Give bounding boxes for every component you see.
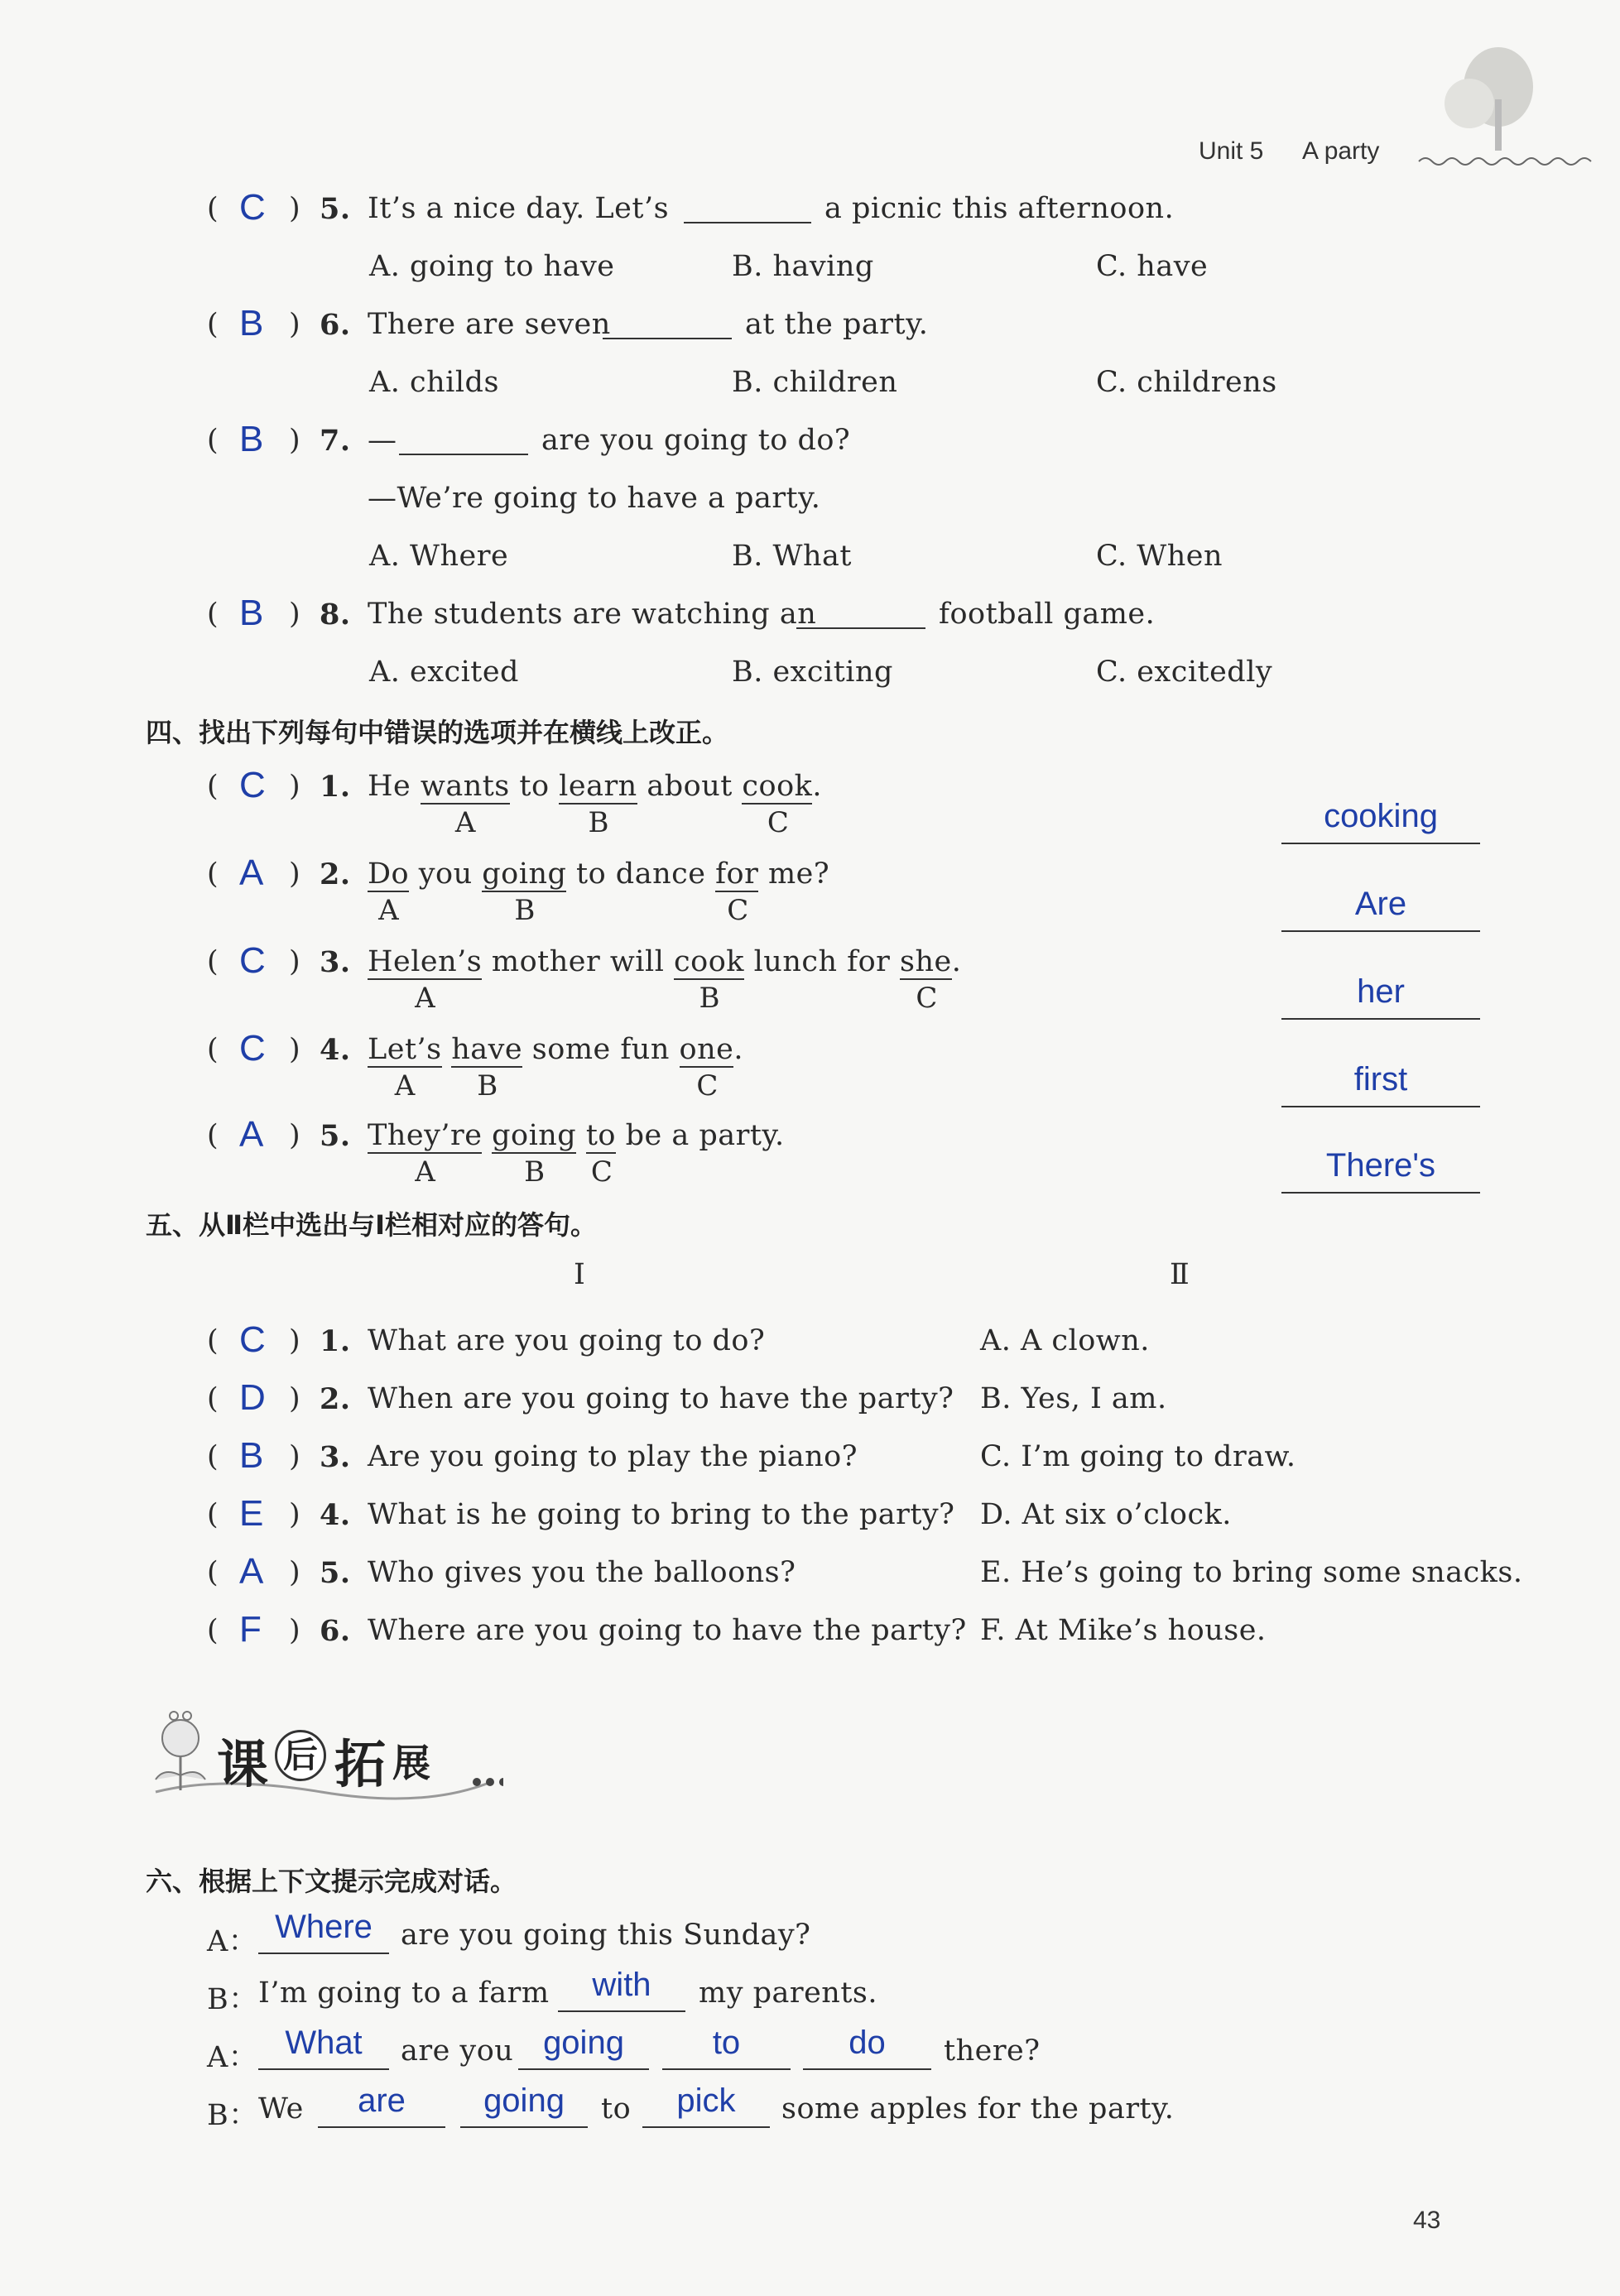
- underlined-option: Let’s: [368, 1033, 442, 1066]
- correction-blank[interactable]: [1281, 843, 1480, 844]
- tree-icon: [1424, 41, 1548, 157]
- dialog-4-answer-2: going: [483, 2082, 565, 2119]
- correction-blank[interactable]: [1281, 1018, 1480, 1020]
- section-4-title: 四、找出下列每句中错误的选项并在横线上改正。: [146, 717, 729, 748]
- option-b: B. children: [732, 366, 898, 399]
- question-number: 7.: [320, 424, 351, 458]
- question-text-pre: It’s a nice day. Let’s: [368, 192, 670, 225]
- answer-letter: C: [239, 187, 266, 228]
- question-line-2: —We’re going to have a party.: [368, 482, 821, 515]
- question-text-post: a picnic this afternoon.: [824, 192, 1175, 225]
- question-number: 5.: [320, 1119, 351, 1153]
- question-number: 1.: [320, 1324, 351, 1358]
- banner-char-4: 展: [392, 1741, 430, 1785]
- question-text-pre: —: [368, 424, 397, 457]
- dialog-1-speaker: A：: [207, 1925, 258, 1958]
- sentence-text: He: [368, 770, 421, 803]
- paren-close: ): [289, 1119, 300, 1152]
- answer-letter: C: [239, 1319, 266, 1360]
- answer-letter: A: [239, 853, 264, 893]
- option-letter-a: A: [454, 806, 476, 839]
- dialog-2-speaker: B：: [207, 1983, 258, 2016]
- paren-close: ): [289, 770, 300, 803]
- paren-open: (: [207, 598, 219, 631]
- answer-letter: B: [239, 593, 264, 633]
- sentence: [368, 857, 829, 891]
- option-letter-c: C: [696, 1069, 719, 1102]
- option-b: B. exciting: [732, 656, 893, 689]
- paren-close: ): [289, 1614, 300, 1647]
- dialog-4-answer-3: pick: [676, 2082, 736, 2119]
- sentence-text: you: [409, 857, 483, 891]
- dialog-2-blank[interactable]: [558, 2010, 685, 2012]
- answer-letter: E: [239, 1493, 264, 1534]
- option-letter-c: C: [916, 982, 938, 1015]
- dialog-3-blank-4[interactable]: [803, 2068, 931, 2070]
- option-a: A. Where: [369, 540, 509, 573]
- sentence-text: .: [951, 945, 962, 978]
- page-number: 43: [1413, 2207, 1441, 2234]
- answer-letter: D: [239, 1377, 266, 1418]
- answer-option: F. At Mike’s house.: [980, 1614, 1267, 1647]
- dialog-3-answer-1: What: [285, 2025, 363, 2061]
- correction-blank[interactable]: [1281, 930, 1480, 932]
- question-number: 6.: [320, 1614, 351, 1648]
- question-number: 2.: [320, 1382, 351, 1416]
- dialog-1-answer: Where: [275, 1909, 373, 1945]
- dialog-2-text-pre: I’m going to a farm: [258, 1977, 550, 2010]
- dialog-2-answer: with: [592, 1967, 651, 2003]
- dialog-3-answer-2: going: [543, 2025, 624, 2061]
- underlined-option: Do: [368, 857, 410, 891]
- sentence-text: lunch for: [743, 945, 901, 978]
- question-number: 5.: [320, 192, 351, 226]
- question-text: Where are you going to have the party?: [368, 1614, 967, 1647]
- paren-close: ): [289, 857, 300, 891]
- answer-blank[interactable]: [684, 222, 811, 223]
- underlined-option: They’re: [368, 1119, 483, 1152]
- question-number: 2.: [320, 857, 351, 891]
- underlined-option: Helen’s: [368, 945, 483, 978]
- section-6-title: 六、根据上下文提示完成对话。: [146, 1866, 517, 1897]
- underlined-option: going: [492, 1119, 577, 1152]
- option-a: A. childs: [369, 366, 499, 399]
- paren-close: ): [289, 1556, 300, 1589]
- option-c: C. When: [1096, 540, 1223, 573]
- answer-option: A. A clown.: [980, 1324, 1150, 1357]
- question-number: 5.: [320, 1556, 351, 1590]
- correction-blank[interactable]: [1281, 1106, 1480, 1107]
- question-text-pre: The students are watching an: [368, 598, 817, 631]
- option-a: A. going to have: [369, 250, 615, 283]
- paren-open: (: [207, 770, 219, 803]
- sentence-text: mother will: [482, 945, 675, 978]
- sentence-text: [576, 1119, 586, 1152]
- paren-close: ): [289, 1033, 300, 1066]
- sentence-text: .: [812, 770, 823, 803]
- banner-char-3: 拓: [334, 1734, 387, 1794]
- answer-blank[interactable]: [796, 627, 925, 629]
- question-number: 4.: [320, 1498, 351, 1532]
- option-letter-a: A: [394, 1069, 416, 1102]
- correction-answer: first: [1353, 1061, 1408, 1098]
- option-b: B. What: [732, 540, 852, 573]
- answer-letter: C: [239, 1028, 266, 1069]
- option-b: B. having: [732, 250, 874, 283]
- option-letter-b: B: [588, 806, 609, 839]
- paren-close: ): [289, 424, 300, 457]
- underlined-option: one: [679, 1033, 734, 1066]
- underlined-option: she: [900, 945, 952, 978]
- paren-open: (: [207, 1119, 219, 1152]
- answer-option: D. At six o’clock.: [980, 1498, 1232, 1531]
- option-a: A. excited: [369, 656, 519, 689]
- underlined-option: wants: [420, 770, 510, 803]
- banner-char-2: 后: [275, 1730, 326, 1781]
- option-letter-c: C: [727, 894, 749, 927]
- correction-answer: her: [1357, 973, 1405, 1010]
- option-letter-b: B: [699, 982, 720, 1015]
- question-text: When are you going to have the party?: [368, 1382, 954, 1415]
- dialog-1-blank[interactable]: [258, 1953, 389, 1954]
- paren-open: (: [207, 945, 219, 978]
- paren-open: (: [207, 1382, 219, 1415]
- dialog-4-answer-1: are: [358, 2082, 406, 2119]
- paren-open: (: [207, 192, 219, 225]
- sentence-text: [482, 1119, 492, 1152]
- sentence-text: to dance: [566, 857, 716, 891]
- paren-close: ): [289, 192, 300, 225]
- question-number: 3.: [320, 945, 351, 979]
- paren-close: ): [289, 1498, 300, 1531]
- unit-label: Unit 5: [1199, 137, 1264, 165]
- dialog-3-answer-4: do: [848, 2025, 886, 2061]
- underlined-option: cook: [742, 770, 813, 803]
- sentence-text: .: [733, 1033, 743, 1066]
- question-text: Who gives you the balloons?: [368, 1556, 796, 1589]
- paren-close: ): [289, 1440, 300, 1473]
- sentence-text: [442, 1033, 452, 1066]
- sentence: [368, 1033, 743, 1066]
- question-number: 4.: [320, 1033, 351, 1067]
- question-text-post: at the party.: [745, 308, 929, 341]
- sentence-text: me?: [758, 857, 830, 891]
- paren-close: ): [289, 1324, 300, 1357]
- answer-letter: C: [239, 940, 266, 981]
- paren-close: ): [289, 945, 300, 978]
- sentence: [368, 945, 961, 978]
- underlined-option: learn: [559, 770, 637, 803]
- correction-answer: Are: [1354, 886, 1407, 922]
- option-letter-b: B: [514, 894, 536, 927]
- correction-answer: cooking: [1324, 798, 1438, 834]
- paren-open: (: [207, 1614, 219, 1647]
- answer-blank[interactable]: [399, 454, 528, 455]
- correction-answer: There's: [1325, 1147, 1436, 1184]
- answer-letter: F: [239, 1609, 262, 1650]
- answer-letter: A: [239, 1114, 264, 1155]
- banner-char-1: 课: [217, 1734, 269, 1794]
- question-number: 8.: [320, 598, 351, 632]
- option-c: C. childrens: [1096, 366, 1277, 399]
- sentence-text: some fun: [522, 1033, 680, 1066]
- answer-option: B. Yes, I am.: [980, 1382, 1167, 1415]
- option-letter-a: A: [415, 1155, 435, 1189]
- answer-letter: B: [239, 303, 264, 343]
- sentence-text: to: [509, 770, 560, 803]
- dialog-2-text: my parents.: [699, 1977, 877, 2010]
- option-letter-c: C: [767, 806, 789, 839]
- paren-close: ): [289, 1382, 300, 1415]
- dialog-3-text: there?: [944, 2034, 1041, 2068]
- unit-title: A party: [1302, 137, 1380, 165]
- question-text: What is he going to bring to the party?: [368, 1498, 955, 1531]
- underlined-option: to: [585, 1119, 616, 1152]
- paren-open: (: [207, 1324, 219, 1357]
- paren-open: (: [207, 1556, 219, 1589]
- dialog-3-blank-1[interactable]: [258, 2068, 389, 2070]
- question-text-post: are you going to do?: [541, 424, 851, 457]
- paren-open: (: [207, 857, 219, 891]
- paren-open: (: [207, 308, 219, 341]
- option-letter-b: B: [477, 1069, 498, 1102]
- dialog-4-text-mid: to: [601, 2092, 632, 2125]
- dialog-3-text-mid: are you: [401, 2034, 514, 2068]
- section-5-title: 五、从Ⅱ栏中选出与Ⅰ栏相对应的答句。: [146, 1209, 597, 1241]
- correction-blank[interactable]: [1281, 1192, 1480, 1194]
- paren-close: ): [289, 308, 300, 341]
- dialog-4-text: some apples for the party.: [781, 2092, 1175, 2125]
- sentence-text: about: [637, 770, 743, 803]
- dialog-1-text: are you going this Sunday?: [401, 1919, 811, 1952]
- answer-blank[interactable]: [603, 338, 732, 339]
- column-1-heading: Ⅰ: [574, 1258, 586, 1291]
- option-c: C. have: [1096, 250, 1209, 283]
- dialog-3-blank-3[interactable]: [662, 2068, 791, 2070]
- option-letter-a: A: [415, 982, 435, 1015]
- paren-close: ): [289, 598, 300, 631]
- question-number: 1.: [320, 770, 351, 804]
- answer-letter: B: [239, 419, 264, 459]
- option-letter-c: C: [590, 1155, 613, 1189]
- question-text: What are you going to do?: [368, 1324, 766, 1357]
- question-number: 6.: [320, 308, 351, 342]
- dialog-4-blank-2[interactable]: [460, 2126, 588, 2128]
- answer-letter: B: [239, 1435, 264, 1476]
- answer-option: E. He’s going to bring some snacks.: [980, 1556, 1523, 1589]
- paren-open: (: [207, 1440, 219, 1473]
- paren-open: (: [207, 1498, 219, 1531]
- option-c: C. excitedly: [1096, 656, 1273, 689]
- answer-option: C. I’m going to draw.: [980, 1440, 1296, 1473]
- underlined-option: have: [451, 1033, 523, 1066]
- dialog-3-speaker: A：: [207, 2041, 258, 2074]
- dialog-4-blank-3[interactable]: [642, 2126, 770, 2128]
- paren-open: (: [207, 1033, 219, 1066]
- option-letter-a: A: [378, 894, 399, 927]
- question-text: Are you going to play the piano?: [368, 1440, 858, 1473]
- dialog-3-answer-3: to: [712, 2025, 741, 2061]
- answer-letter: A: [239, 1551, 264, 1592]
- sentence-text: be a party.: [616, 1119, 785, 1152]
- paren-open: (: [207, 424, 219, 457]
- sentence: [368, 770, 822, 803]
- question-text-post: football game.: [939, 598, 1156, 631]
- dialog-4-text-pre: We: [258, 2092, 304, 2125]
- underlined-option: for: [715, 857, 759, 891]
- underlined-option: going: [482, 857, 567, 891]
- underlined-option: cook: [674, 945, 744, 978]
- dialog-3-blank-2[interactable]: [518, 2068, 649, 2070]
- column-2-heading: Ⅱ: [1170, 1258, 1190, 1291]
- dialog-4-speaker: B：: [207, 2099, 258, 2132]
- question-number: 3.: [320, 1440, 351, 1474]
- option-letter-b: B: [524, 1155, 546, 1189]
- dialog-4-blank-1[interactable]: [318, 2126, 445, 2128]
- answer-letter: C: [239, 765, 266, 805]
- question-text-pre: There are seven: [368, 308, 611, 341]
- sentence: [368, 1119, 785, 1152]
